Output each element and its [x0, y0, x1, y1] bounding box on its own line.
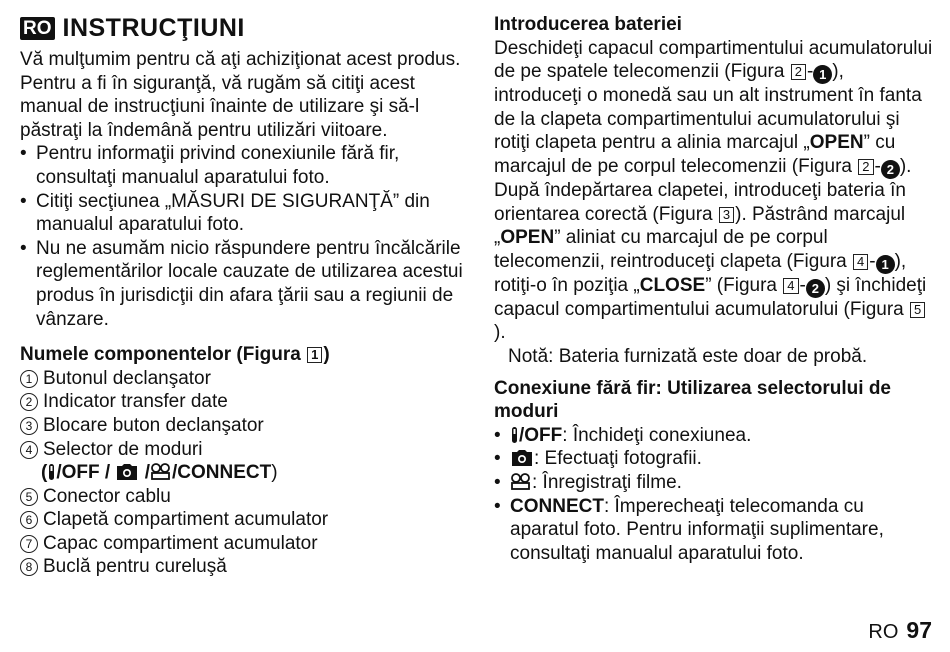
figure-ref-3: 3 — [719, 207, 734, 223]
right-column — [494, 13, 934, 565]
mode-sep: / — [104, 462, 111, 484]
item-label: Clapetă compartiment acumulator — [43, 509, 329, 531]
item-label: Buclă pentru cureluşă — [43, 556, 227, 578]
mode-sep: / — [144, 462, 151, 484]
battery-text: ” aliniat cu marcajul de pe corpul telecomenzii, reintroduceţi clapeta (Figura — [494, 227, 847, 272]
close-mark: CLOSE — [639, 274, 706, 296]
components-heading-close: ) — [323, 344, 330, 366]
item-label: Butonul declanşator — [43, 367, 211, 389]
battery-text: ). — [494, 322, 506, 344]
battery-text: ). După îndepărtarea clapetei, introduceţi bateria în orientarea corectă (Figura — [494, 155, 912, 225]
item-number: 5 — [20, 488, 38, 506]
left-column — [20, 48, 470, 579]
item-label: Selector de moduri — [43, 438, 203, 460]
callout-2: 2 — [806, 279, 825, 298]
wireless-item-off — [494, 424, 934, 448]
battery-heading: Introducerea bateriei — [494, 14, 682, 35]
page-footer — [868, 617, 932, 644]
open-mark: OPEN — [809, 132, 864, 154]
wireless-item-video — [494, 471, 934, 495]
item-label: Conector cablu — [43, 485, 171, 507]
mode-line: ( /OFF / / /CONNECT) — [41, 462, 278, 484]
item-label: Indicator transfer date — [43, 391, 228, 413]
item-number: 3 — [20, 417, 38, 435]
item-number: 1 — [20, 370, 38, 388]
video-text: : Înregistraţi filme. — [532, 471, 682, 493]
component-item — [20, 367, 470, 391]
wireless-item-connect — [494, 495, 934, 566]
battery-note: Notă: Bateria furnizată este doar de probă. — [508, 345, 868, 367]
camera-icon — [510, 449, 534, 467]
item-number: 6 — [20, 511, 38, 529]
mode-off: /OFF — [56, 462, 100, 484]
off-text: : Închideţi conexiunea. — [562, 424, 752, 446]
mode-connect: CONNECT — [177, 462, 272, 484]
figure-ref-2: 2 — [858, 159, 873, 175]
figure-ref-4: 4 — [783, 278, 798, 294]
intro-bullets — [20, 142, 470, 331]
components-heading-text: Numele componentelor (Figura — [20, 344, 301, 366]
callout-2: 2 — [881, 160, 900, 179]
battery-text: ). Păstrând marcajul „ — [494, 203, 906, 249]
item-number: 8 — [20, 558, 38, 576]
components-heading — [20, 343, 470, 367]
intro-bullet: • Nu ne asumăm nicio răspundere pentru încălcările reglementărilor locale cauzate de utilizarea acestui produs în jurisdicţii din afara ţării sau a regiunii de vânzare. — [20, 237, 470, 331]
component-item — [20, 438, 470, 462]
callout-1: 1 — [876, 255, 895, 274]
callout-1: 1 — [813, 65, 832, 84]
figure-ref-2: 2 — [791, 64, 806, 80]
battery-text: ” (Figura — [705, 274, 777, 296]
figure-ref-5: 5 — [910, 302, 925, 318]
battery-text: Deschideţi capacul compartimentului acumulatorului de pe spatele telecomenzii (Figura — [494, 37, 933, 83]
video-icon — [150, 463, 172, 481]
wireless-item-photo — [494, 447, 934, 471]
connect-text: : Împerecheaţi telecomanda cu aparatul foto. Pentru informaţii suplimentare, consultaţi manualul aparatului foto. — [510, 495, 884, 564]
video-icon — [510, 473, 532, 491]
title-text: INSTRUCŢIUNI — [62, 13, 245, 42]
footer-lang: RO — [868, 621, 899, 643]
component-item — [20, 390, 470, 414]
intro-paragraph-2: Pentru a fi în siguranţă, vă rugăm să citiţi acest manual de instrucţiuni înainte de utilizare şi să-l păstraţi la îndemână pentru utilizări viitoare. — [20, 72, 420, 141]
intro-bullet: • Pentru informaţii privind conexiunile fără fir, consultaţi manualul aparatului foto. — [20, 142, 470, 189]
photo-text: : Efectuaţi fotografii. — [534, 448, 702, 470]
item-number: 2 — [20, 393, 38, 411]
camera-icon — [115, 463, 139, 481]
item-label: Capac compartiment acumulator — [43, 532, 318, 554]
dash: - — [806, 61, 814, 83]
wireless-list — [494, 424, 934, 566]
figure-ref-1: 1 — [307, 347, 322, 363]
battery-text: ), introduceţi o monedă sau un alt instrument în fanta de la clapeta compartimentului acumulatorului şi rotiţi clapeta pentru a alinia marcajul „ — [494, 61, 922, 154]
open-mark: OPEN — [500, 227, 555, 249]
page-number: 97 — [906, 617, 932, 643]
battery-text: ), rotiţi-o în poziţia „ — [494, 250, 907, 296]
component-item — [20, 485, 470, 509]
page-title — [20, 12, 245, 44]
dash: - — [799, 274, 806, 296]
battery-text: ” cu marcajul de pe corpul telecomenzii (Figura — [494, 132, 896, 177]
component-item — [20, 555, 470, 579]
language-badge: RO — [20, 17, 55, 40]
item-number: 7 — [20, 535, 38, 553]
dash: - — [869, 250, 876, 272]
figure-ref-4: 4 — [853, 254, 868, 270]
off-label: /OFF — [519, 424, 563, 446]
connect-label: CONNECT — [510, 495, 604, 517]
dash: - — [874, 155, 881, 177]
power-icon — [47, 463, 56, 481]
item-number: 4 — [20, 441, 38, 459]
component-item — [20, 414, 470, 438]
component-item — [20, 508, 470, 532]
battery-text: ) şi închideţi capacul compartimentului acumulatorului (Figura — [494, 274, 927, 320]
component-item — [20, 532, 470, 556]
intro-paragraph-1: Vă mulţumim pentru că aţi achiziţionat acest produs. — [20, 49, 461, 70]
battery-paragraph — [494, 37, 934, 345]
mode-sep: / — [172, 462, 178, 484]
wireless-heading: Conexiune fără fir: Utilizarea selectorului de moduri — [494, 377, 891, 423]
power-icon — [510, 426, 519, 444]
intro-bullet: • Citiţi secţiunea „MĂSURI DE SIGURANŢĂ” din manualul aparatului foto. — [20, 190, 470, 237]
item-label: Blocare buton declanşator — [43, 414, 264, 436]
